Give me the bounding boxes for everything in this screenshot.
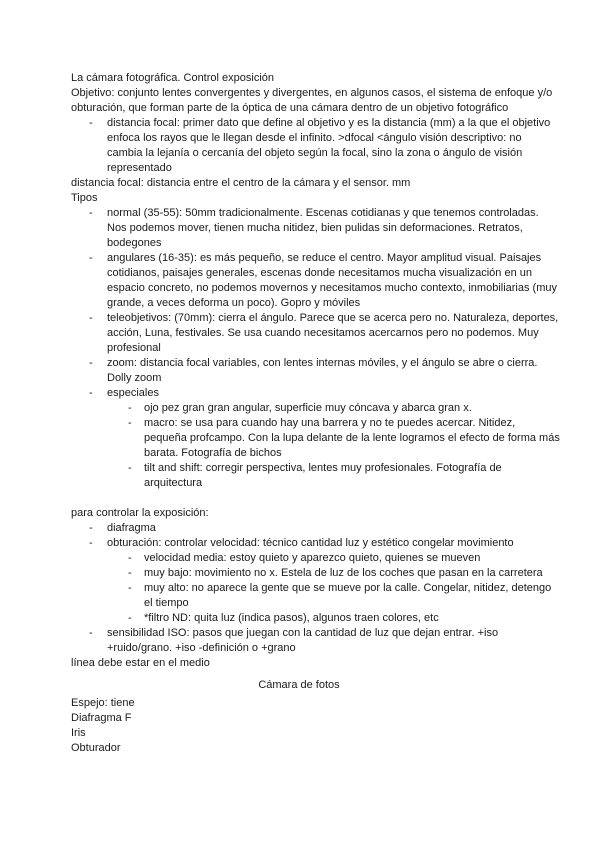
tipo-item-especiales: - especiales [89,387,159,399]
bullet-dash: - [89,537,93,549]
bullet-dash: - [128,417,132,429]
control-item-iso: - sensibilidad ISO: pasos que juegan con la cantidad de luz que dejan entrar. +iso +ruido/grano. +iso -definición o +grano [89,627,499,654]
camara-line-diafragma: Diafragma F [71,712,132,724]
bullet-dash: - [128,567,132,579]
bullet-dash: - [128,582,132,594]
bullet-dash: - [89,207,93,219]
obturacion-item-velocidad-media: - velocidad media: estoy quieto y aparezco quieto, quienes se mueven [128,552,481,564]
especial-item-macro: - macro: se usa para cuando hay una barrera y no te puedes acercar. Nitidez, pequeña profcampo. Con la lupa delante de la lente logramos el efecto de forma más barata. Fotografía de bichos [128,417,560,459]
tipo-item-normal: - normal (35-55): 50mm tradicionalmente. Escenas cotidianas y que tenemos controladas. Nos podemos mover, tienen mucha nitidez, bien pulidas sin deformaciones. Retratos, bodegones [89,207,539,249]
bullet-dash: - [128,402,132,414]
spacer [71,491,560,506]
bullet-dash: - [89,252,93,264]
obturacion-item-muy-alto: - muy alto: no aparece la gente que se mueve por la calle. Congelar, nitidez, detengo el tiempo [128,582,552,609]
control-item-obturacion: - obturación: controlar velocidad: técnico cantidad luz y estético congelar movimiento [89,537,514,549]
tipos-heading: Tipos [71,192,98,204]
especial-item-ojo-pez: - ojo pez gran gran angular, superficie muy cóncava y abarca gran x. [128,402,472,414]
bullet-dash: - [128,552,132,564]
control-item-diafragma: - diafragma [89,522,156,534]
obturacion-item-filtro-nd: - *filtro ND: quita luz (indica pasos), algunos traen colores, etc [128,612,439,624]
especial-item-tilt-shift: - tilt and shift: corregir perspectiva, lentes muy profesionales. Fotografía de arquitectura [128,462,502,489]
bullet-dash: - [89,117,93,129]
camara-line-obturador: Obturador [71,742,121,754]
tipo-item-zoom: - zoom: distancia focal variables, con lentes internas móviles, y el ángulo se abre o cierra. Dolly zoom [89,357,538,384]
camara-line-iris: Iris [71,727,86,739]
bullet-dash: - [89,627,93,639]
bullet-dash: - [128,462,132,474]
doc-title: La cámara fotográfica. Control exposición [71,72,274,84]
focal-definition: distancia focal: distancia entre el centro de la cámara y el sensor. mm [71,177,411,189]
tipo-item-teleobjetivos: - teleobjetivos: (70mm): cierra el ángulo. Parece que se acerca pero no. Naturaleza, deportes, acción, Luna, festivales. Se usa cuando necesitamos acercarnos pero no podemos. Muy profesional [89,312,559,354]
camara-title: Cámara de fotos [258,679,340,691]
bullet-dash: - [89,522,93,534]
objetivo-paragraph: Objetivo: conjunto lentes convergentes y divergentes, en algunos casos, el sistema de enfoque y/o obturación, que forman parte de la óptica de una cámara dentro de un objetivo fotográfico [71,87,553,114]
bullet-dash: - [89,357,93,369]
obturacion-item-muy-bajo: - muy bajo: movimiento no x. Estela de luz de los coches que pasan en la carretera [128,567,543,579]
focal-list-item: - distancia focal: primer dato que define al objetivo y es la distancia (mm) a la que el objetivo enfoca los rayos que le llegan desde el infinito. >dfocal <ángulo visión descriptivo: no cambia la lejanía o cercanía del objeto según la focal, sino la zona o ángulo de visión representado [89,117,551,174]
tipo-item-angulares: - angulares (16-35): es más pequeño, se reduce el centro. Mayor amplitud visual. Paisajes cotidianos, paisajes generales, escenas donde necesitamos mucha visualización en un espacio concreto, no podemos movernos y necesitamos mucho contexto, inmobiliarias (muy grande, a veces deforma un poco). Gopro y móviles [89,252,557,309]
control-heading: para controlar la exposición: [71,507,209,519]
bullet-dash: - [89,312,93,324]
linea-note: línea debe estar en el medio [71,657,210,669]
bullet-dash: - [128,612,132,624]
camara-line-espejo: Espejo: tiene [71,697,135,709]
bullet-dash: - [89,387,93,399]
